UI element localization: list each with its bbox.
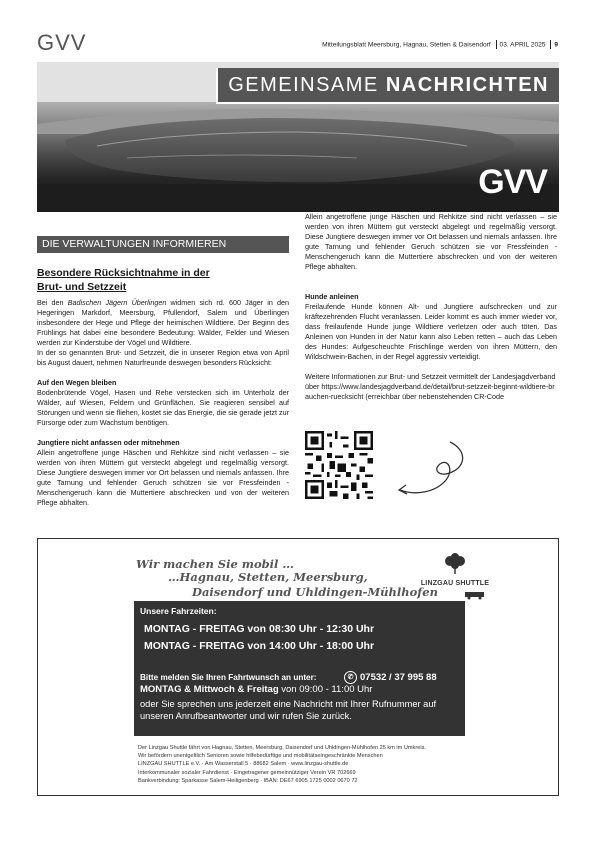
banner-image	[37, 62, 559, 212]
linzgau-shuttle-ad	[37, 538, 559, 796]
kontakt-panel	[134, 666, 465, 736]
gvv-banner-logo: GVV	[478, 163, 547, 201]
publication-name: Mitteilungsblatt Meersburg, Hagnau, Stetten & Daisendorf	[322, 41, 491, 49]
linzgau-shuttle-logo: LINZGAU SHUTTLE	[420, 553, 490, 605]
fahrzeiten-label: Unsere Fahrzeiten:	[140, 606, 217, 616]
article-column-2	[305, 212, 557, 412]
paragraph-hunde: Freilaufende Hunde können Alt- und Jungtiere aufschrecken und zur kräftezehrenden Flucht veranlassen. Leider kommt es auch immer wieder vor, dass freilaufende Hunde junge Wildtiere verletzen oder auch töten. Das Anleinen von Hunden in der Natur kann also Leben retten – auch das Leben des Hundes: Aufgescheuchte Frischlinge werden von ihren Müttern, den Wildschwein-Bachen, in der Regel aggressiv verteidigt.	[305, 302, 557, 361]
section-header: DIE VERWALTUNGEN INFORMIEREN	[37, 236, 289, 253]
paragraph-brutzeit: In der so genannten Brut- und Setzzeit, die in unserer Region etwa von April bis August dauert, nehmen Naturfreunde deswegen besonders Rücksicht:	[37, 348, 289, 367]
anrufbeantworter-hinweis: oder Sie sprechen uns jederzeit eine Nachricht mit Ihrer Rufnummer auf unseren Anrufbeantworter und wir rufen Sie zurück.	[140, 699, 437, 721]
article-column-1	[37, 298, 289, 507]
gvv-logo: GVV	[37, 30, 87, 55]
ad-slogan-3: Daisendorf und Uhldingen-Mühlhofen	[192, 585, 438, 599]
phone-icon: ✆	[344, 671, 357, 684]
fahrzeiten-panel	[134, 601, 465, 667]
phone-number[interactable]: ✆ 07532 / 37 995 88	[344, 671, 437, 684]
melde-hinweis: Bitte melden Sie Ihren Fahrtwunsch an unter:	[140, 673, 317, 682]
clover-icon	[440, 553, 470, 575]
bus-icon	[464, 591, 486, 600]
qr-code[interactable]	[305, 431, 373, 499]
paragraph-weitere-info: Weitere Informationen zur Brut- und Setzzeit vermittelt der Landesjagdverband über https://www.landesjagdverband.de/detail/brut-setzzeit-beginnt-wildtiere-brauchen-ruecksicht (erreichbar über nebenstehenden CR-Code	[305, 372, 556, 401]
paragraph-intro: Bei den Badischen Jägern Überlingen widmen sich rd. 600 Jäger in den Hegeringen Markdorf, Meersburg, Pfullendorf, Salem und Überlingen insbesondere der Hege und Pflege der heimischen Wildtiere. Der Beginn des Frühlings hat dabei eine besondere Bedeutung: Wälder, Felder und Wiesen werden zur Kinderstube der Vögel und Wildtiere.	[37, 298, 289, 347]
article-title: Besondere Rücksichtnahme in der Brut- und Setzzeit	[37, 267, 210, 293]
fahrzeit-nachmittag: MONTAG - FREITAG von 14:00 Uhr - 18:00 Uhr	[144, 640, 375, 652]
paragraph-jungtiere: Allein angetroffene junge Häschen und Rehkitze sind nicht verlassen – sie werden von ihren Müttern gut versteckt abgelegt und regelmäßig versorgt. Diese Jungtiere deswegen immer vor Ort belassen und niemals anfassen. Ihre gute Tarnung und fehlender Geruch schützen sie vor Fressfeinden - Menschengeruch kann die Muttertiere abschrecken und von der weiteren Pflege abhalten.	[37, 448, 289, 507]
fahrzeit-vormittag: MONTAG - FREITAG von 08:30 Uhr - 12:30 Uhr	[144, 623, 375, 635]
paragraph-wege: Bodenbrütende Vögel, Hasen und Rehe verstecken sich im Unterholz der Wälder, auf Wiesen, Feldern und Grünflächen. Sie reagieren sensibel auf Störungen und wenn sie fliehen, kostet sie das Energie, die sie gerade jetzt zur Fürsorge oder zum Wachstum benötigen.	[37, 388, 289, 427]
ad-slogan-2: …Hagnau, Stetten, Meersburg,	[168, 570, 368, 584]
heading-hunde: Hunde anleinen	[305, 292, 359, 301]
curved-arrow-icon	[392, 436, 472, 500]
page-header-info	[322, 40, 558, 49]
heading-jungtiere: Jungtiere nicht anfassen oder mitnehmen	[37, 438, 180, 447]
banner-title: GEMEINSAME NACHRICHTEN	[216, 68, 559, 104]
paragraph-jungtiere-continued: Allein angetroffene junge Häschen und Rehkitze sind nicht verlassen – sie werden von ihren Müttern gut versteckt abgelegt und regelmäßig versorgt. Diese Jungtiere deswegen immer vor Ort belassen und niemals anfassen. Ihre gute Tarnung und fehlender Geruch schützen sie vor Fressfeinden - Menschengeruch kann die Muttertiere abschrecken und von der weiteren Pflege abhalten.	[305, 212, 557, 271]
sprechzeiten: MONTAG & Mittwoch & Freitag von 09:00 - 11:00 Uhr	[140, 684, 373, 695]
issue-date: 03. APRIL 2025	[499, 41, 546, 49]
ad-slogan-1: Wir machen Sie mobil …	[136, 557, 294, 571]
heading-wege: Auf den Wegen bleiben	[37, 378, 117, 387]
ad-footer-text: Der Linzgau Shuttle fährt von Hagnau, Stetten, Meersburg, Daisendorf und Uhldingen-Mühlhofen 25 km im Umkreis. Wir befördern unentgeltlich Senioren sowie hilfebedürftige und mobilitätseingeschränkte Menschen LINZGAU SHUTTLE e.V. · Am Wasserstall 5 · 88682 Salem · www.linzgau-shuttle.de Interkommunaler sozialer Fahrdienst · Eingetragener gemeinnütziger Verein VR 702669 Bankverbindung: Sparkasse Salem-Heiligenberg · IBAN: DE67 6905 1725 0002 0670 72	[138, 745, 426, 784]
page-number: 9	[554, 41, 558, 49]
